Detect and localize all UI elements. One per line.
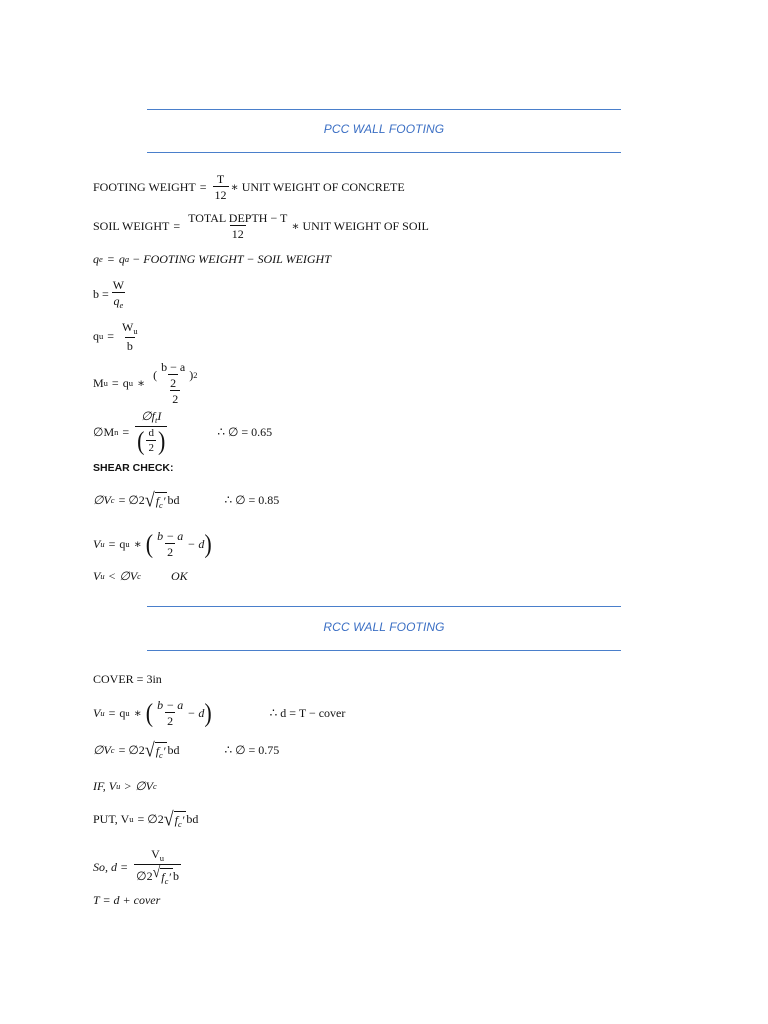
phi-ft: ∅f — [141, 409, 155, 423]
denominator — [112, 292, 126, 310]
subscript: c — [152, 780, 157, 791]
times: ∗ — [133, 706, 142, 720]
open-paren: ( — [153, 368, 158, 382]
subscript: u — [100, 538, 105, 549]
open-paren: ( — [145, 528, 154, 559]
wu-symbol: W — [122, 320, 134, 334]
close-paren: ) — [204, 528, 212, 559]
rcc-rule-2 — [147, 650, 621, 651]
greater-than: > — [124, 779, 132, 793]
open-paren: ( — [145, 697, 154, 728]
numerator: d — [148, 426, 154, 439]
vu-symbol: V — [151, 847, 160, 861]
mn-symbol: ∅M — [93, 424, 115, 439]
radicand — [155, 492, 168, 510]
sqrt — [144, 738, 168, 761]
fc-symbol: f — [155, 494, 160, 508]
times: ∗ — [133, 537, 142, 551]
qe-symbol: q — [113, 294, 120, 308]
subscript: u — [116, 780, 121, 791]
fc-symbol: f — [174, 813, 178, 827]
denominator: 2 — [170, 376, 177, 390]
rcc-shear-capacity-equation — [93, 738, 280, 761]
subscript: u — [159, 853, 165, 863]
numerator — [120, 321, 140, 337]
depth-equation — [93, 848, 183, 885]
phi-vc-symbol: ∅V — [135, 779, 153, 793]
rcc-rule-1 — [147, 606, 621, 607]
qu-symbol: q — [119, 537, 126, 551]
subscript: c — [164, 875, 169, 886]
cover-text: COVER = 3in — [93, 672, 162, 686]
equals: = ∅2 — [137, 812, 164, 827]
minus-d: − d — [187, 706, 205, 720]
equals: = — [199, 180, 207, 194]
fraction — [213, 173, 229, 201]
qu-symbol: q — [122, 376, 129, 390]
denominator: 2 — [172, 392, 179, 406]
fraction — [151, 361, 199, 405]
moment-equation — [93, 361, 201, 405]
top-rule-1 — [147, 109, 621, 110]
width-equation — [93, 279, 128, 310]
subscript: u — [128, 377, 133, 388]
sqrt — [163, 807, 187, 830]
so-d-label: So, d = — [93, 859, 129, 874]
radical-icon: √ — [152, 864, 161, 881]
if-condition — [93, 780, 157, 792]
fraction — [155, 699, 185, 727]
qa-symbol: q — [118, 252, 125, 266]
soil-weight-rhs: ∗ UNIT WEIGHT OF SOIL — [291, 219, 429, 233]
equals: = — [107, 329, 115, 344]
effective-pressure-equation — [93, 253, 331, 265]
denominator: b — [126, 338, 133, 353]
qe-symbol: q — [93, 252, 99, 266]
denominator: 2 — [148, 441, 154, 454]
b-label: b = — [93, 287, 109, 302]
bd: bd — [167, 743, 180, 758]
inner-fraction — [146, 428, 156, 454]
put-equation — [93, 807, 199, 830]
top-rule-2 — [147, 152, 621, 153]
footing-weight-equation — [93, 173, 405, 201]
numerator: W — [112, 278, 125, 292]
equals: = ∅2 — [118, 743, 145, 758]
fraction — [155, 530, 185, 558]
numerator: T — [216, 172, 225, 186]
subscript: c — [177, 819, 182, 829]
cover-equation — [93, 673, 162, 685]
radicand — [155, 742, 168, 760]
phi-vc-symbol: ∅V — [93, 743, 111, 758]
subscript: c — [159, 500, 163, 510]
phi-vc-symbol: ∅V — [93, 493, 111, 508]
open-paren: ( — [137, 424, 145, 455]
subscript: t — [154, 415, 158, 425]
vu-symbol: V — [93, 706, 101, 720]
close-paren: ) — [189, 368, 194, 382]
fraction — [186, 212, 289, 240]
subscript: u — [125, 538, 130, 549]
fraction — [134, 848, 181, 885]
subscript: u — [99, 331, 104, 341]
subscript: u — [100, 707, 105, 718]
radical-icon: √ — [144, 738, 155, 761]
subscript: u — [125, 707, 130, 718]
qe-rhs: − FOOTING WEIGHT − SOIL WEIGHT — [132, 252, 331, 266]
equals: = — [108, 537, 116, 551]
radicand — [160, 868, 173, 886]
shear-demand-equation — [93, 530, 212, 558]
numerator: b − a — [161, 360, 186, 374]
fc-symbol: f — [155, 744, 160, 758]
bd: bd — [167, 493, 180, 508]
qu-symbol: q — [93, 329, 99, 344]
exponent: 2 — [193, 369, 198, 380]
sqrt — [152, 864, 173, 886]
soil-weight-label: SOIL WEIGHT — [93, 219, 170, 233]
prime: ′ — [168, 869, 171, 884]
subscript: c — [159, 750, 163, 760]
denominator: 2 — [167, 714, 174, 728]
subscript: c — [110, 745, 115, 755]
subscript: n — [114, 426, 119, 437]
denominator: 12 — [231, 227, 244, 241]
subscript: u — [129, 814, 134, 824]
subscript: u — [100, 570, 105, 581]
t-text: T = d + cover — [93, 893, 161, 907]
subscript: c — [110, 495, 115, 505]
vu-symbol: V — [93, 537, 101, 551]
subscript: e — [119, 300, 124, 310]
pcc-heading: PCC WALL FOOTING — [323, 122, 445, 136]
radical-icon: √ — [163, 807, 174, 830]
numerator: b − a — [157, 698, 184, 712]
close-paren: ) — [204, 697, 212, 728]
minus-d: − d — [187, 537, 205, 551]
numerator — [149, 848, 166, 864]
nominal-moment-equation — [93, 410, 272, 454]
ok-label: OK — [170, 569, 188, 583]
shear-check-equation — [93, 570, 188, 582]
radicand — [174, 811, 187, 829]
numerator: b − a — [157, 529, 184, 543]
equals: = — [173, 219, 181, 233]
inner-fraction — [159, 361, 187, 389]
times: ∗ — [136, 376, 146, 390]
soil-weight-equation — [93, 212, 429, 240]
mu-symbol: M — [93, 376, 104, 390]
phi-note: ∴ ∅ = 0.85 — [224, 493, 280, 508]
thickness-equation — [93, 894, 160, 906]
footing-weight-label: FOOTING WEIGHT — [93, 180, 196, 194]
fc-symbol: f — [161, 869, 165, 884]
subscript: e — [99, 253, 103, 264]
inertia-symbol: I — [157, 409, 162, 423]
factored-pressure-equation — [93, 321, 142, 352]
d-note: ∴ d = T − cover — [269, 706, 346, 720]
phi-note: ∴ ∅ = 0.65 — [217, 424, 273, 439]
radical-icon: √ — [144, 488, 155, 511]
put-text: PUT, V — [93, 812, 130, 827]
qu-symbol: q — [119, 706, 126, 720]
denominator — [134, 864, 181, 886]
less-than: < — [108, 569, 116, 583]
equals: = — [108, 706, 116, 720]
numerator — [151, 361, 199, 390]
equals: = — [106, 252, 115, 266]
prime: ′ — [162, 744, 166, 758]
bd: bd — [186, 812, 199, 827]
denominator — [135, 426, 167, 454]
sqrt — [144, 488, 168, 511]
footing-weight-rhs: ∗ UNIT WEIGHT OF CONCRETE — [230, 180, 405, 194]
if-text: IF, V — [93, 779, 117, 793]
subscript: c — [137, 570, 141, 581]
equals: = — [122, 424, 130, 439]
denominator: 2 — [167, 545, 174, 559]
fraction — [135, 410, 167, 454]
fraction — [111, 279, 126, 310]
close-paren: ) — [157, 424, 166, 455]
b: b — [173, 868, 179, 883]
shear-capacity-equation — [93, 488, 280, 511]
phi-vc-symbol: ∅V — [119, 569, 138, 583]
denominator: 12 — [214, 188, 227, 202]
phi-2: ∅2 — [136, 868, 153, 883]
fraction — [120, 321, 140, 352]
phi-note: ∴ ∅ = 0.75 — [224, 743, 280, 758]
rcc-shear-demand-equation — [93, 699, 345, 727]
subscript: u — [103, 377, 108, 388]
shear-check-heading: SHEAR CHECK: — [93, 462, 174, 474]
vu-symbol: V — [93, 569, 101, 583]
equals: = ∅2 — [118, 493, 145, 508]
rcc-heading: RCC WALL FOOTING — [323, 620, 445, 634]
numerator: TOTAL DEPTH − T — [188, 211, 288, 225]
numerator — [139, 410, 163, 426]
prime: ′ — [181, 813, 185, 827]
prime: ′ — [162, 494, 166, 508]
subscript: a — [124, 253, 130, 264]
subscript: u — [133, 326, 138, 336]
equals: = — [111, 376, 119, 390]
